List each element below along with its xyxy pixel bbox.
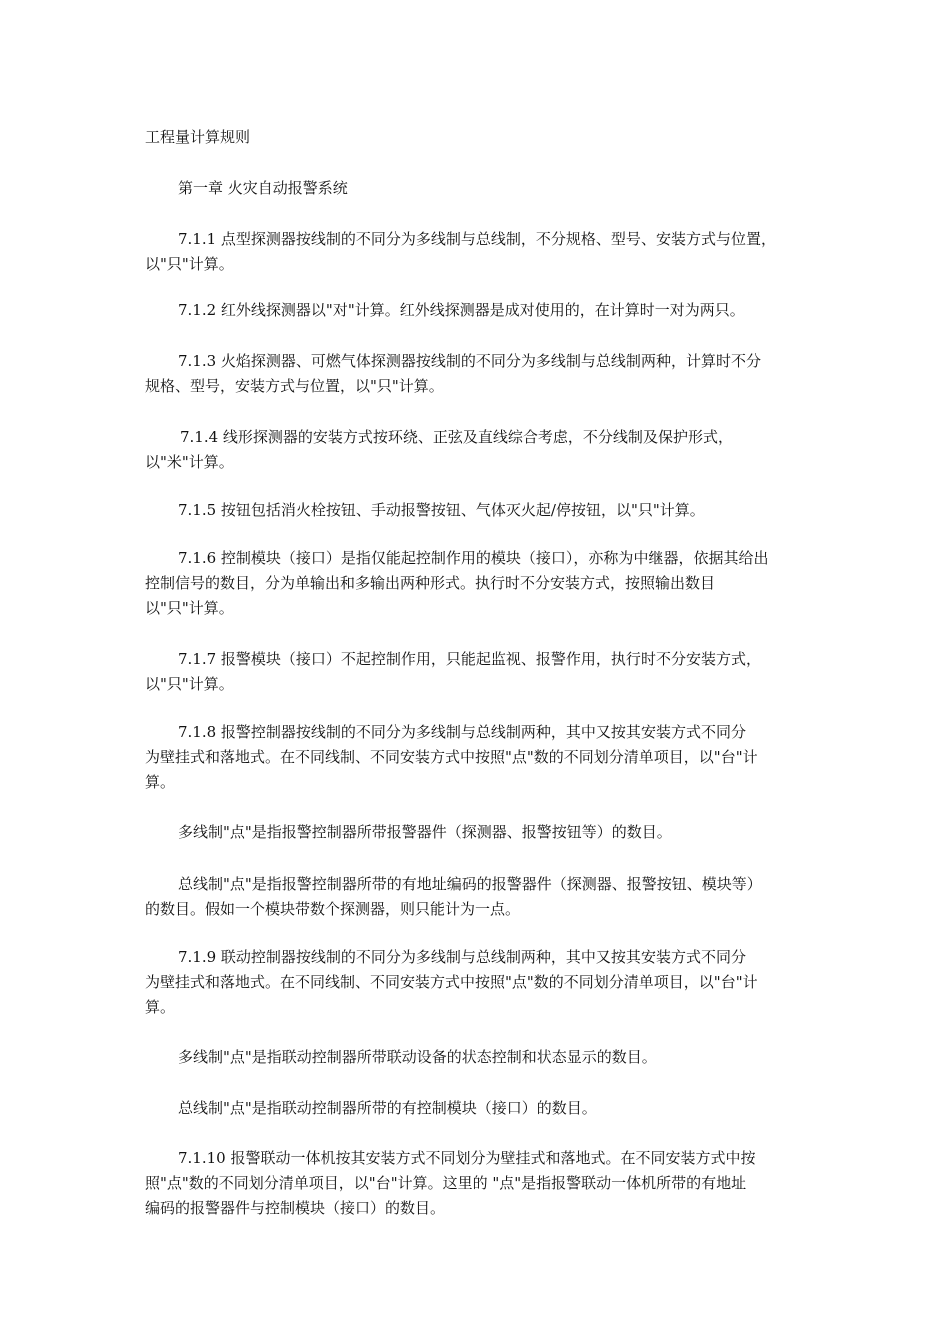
text-line: 算。	[145, 773, 176, 791]
text-line: 7.1.5 按钮包括消火栓按钮、手动报警按钮、气体灭火起/停按钮，以"只"计算。	[178, 501, 705, 519]
text-line: 编码的报警器件与控制模块（接口）的数目。	[145, 1199, 446, 1217]
document-title: 工程量计算规则	[145, 128, 251, 146]
text-line: 以"米"计算。	[145, 453, 234, 471]
text-line: 7.1.1 点型探测器按线制的不同分为多线制与总线制，不分规格、型号、安装方式与位置，	[178, 230, 776, 248]
text-line: 算。	[145, 998, 176, 1016]
text-line: 7.1.10 报警联动一体机按其安装方式不同划分为壁挂式和落地式。在不同安装方式中按	[178, 1149, 756, 1167]
text-line: 照"点"数的不同划分清单项目，以"台"计算。这里的 "点"是指报警联动一体机所带的有地址	[145, 1174, 747, 1192]
text-line: 以"只"计算。	[145, 675, 234, 693]
text-line: 规格、型号，安装方式与位置，以"只"计算。	[145, 377, 444, 395]
text-line: 以"只"计算。	[145, 599, 234, 617]
text-line: 7.1.7 报警模块（接口）不起控制作用，只能起监视、报警作用，执行时不分安装方式，	[178, 650, 761, 668]
text-line: 的数目。假如一个模块带数个探测器，则只能计为一点。	[145, 900, 521, 918]
text-line: 总线制"点"是指联动控制器所带的有控制模块（接口）的数目。	[178, 1099, 597, 1117]
text-line: 为壁挂式和落地式。在不同线制、不同安装方式中按照"点"数的不同划分清单项目，以"台"计	[145, 748, 758, 766]
text-line: 7.1.3 火焰探测器、可燃气体探测器按线制的不同分为多线制与总线制两种，计算时不分	[178, 352, 761, 370]
text-line: 多线制"点"是指报警控制器所带报警器件（探测器、报警按钮等）的数目。	[178, 823, 672, 841]
text-line: 总线制"点"是指报警控制器所带的有地址编码的报警器件（探测器、报警按钮、模块等）	[178, 875, 762, 893]
text-line: 7.1.9 联动控制器按线制的不同分为多线制与总线制两种，其中又按其安装方式不同分	[178, 948, 746, 966]
text-line: 7.1.2 红外线探测器以"对"计算。红外线探测器是成对使用的，在计算时一对为两只。	[178, 301, 745, 319]
text-line: 以"只"计算。	[145, 255, 234, 273]
chapter-heading: 第一章 火灾自动报警系统	[178, 179, 348, 197]
text-line: 7.1.8 报警控制器按线制的不同分为多线制与总线制两种，其中又按其安装方式不同分	[178, 723, 746, 741]
text-line: 控制信号的数目，分为单输出和多输出两种形式。执行时不分安装方式，按照输出数目	[145, 574, 716, 592]
text-line: 7.1.6 控制模块（接口）是指仅能起控制作用的模块（接口），亦称为中继器，依据其给出	[178, 549, 769, 567]
text-line: 7.1.4 线形探测器的安装方式按环绕、正弦及直线综合考虑，不分线制及保护形式，	[180, 428, 733, 446]
text-line: 为壁挂式和落地式。在不同线制、不同安装方式中按照"点"数的不同划分清单项目，以"台"计	[145, 973, 758, 991]
text-line: 多线制"点"是指联动控制器所带联动设备的状态控制和状态显示的数目。	[178, 1048, 657, 1066]
